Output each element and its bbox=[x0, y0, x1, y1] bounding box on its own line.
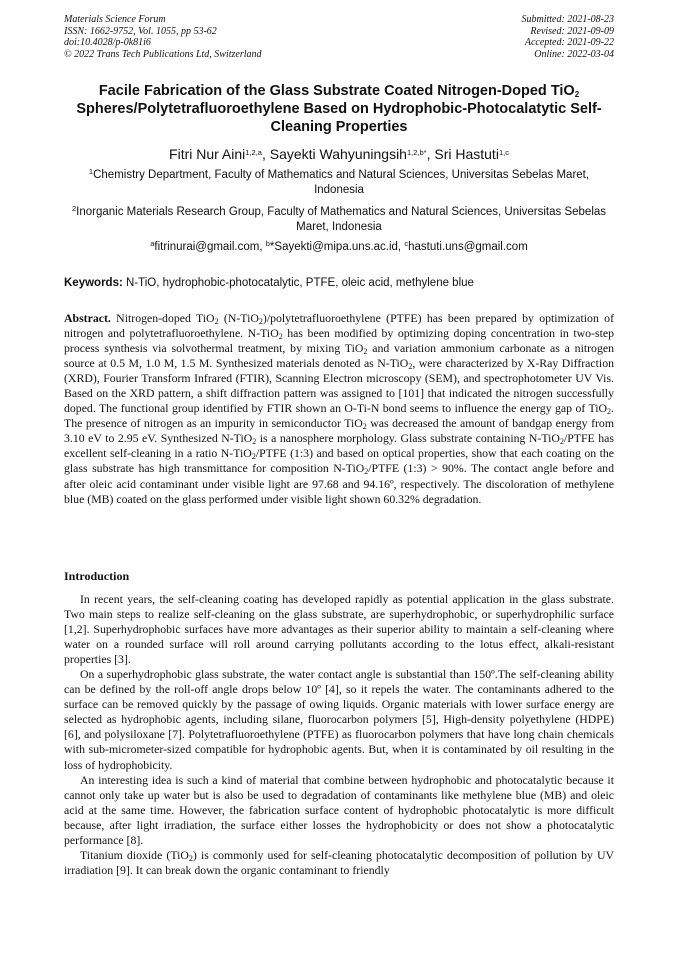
subscript: 2 bbox=[278, 332, 283, 342]
abstract-label: Abstract. bbox=[64, 311, 111, 325]
introduction-body bbox=[64, 592, 614, 878]
paragraph: On a superhydrophobic glass substrate, the water contact angle is substantial than 150º.The self-cleaning ability can be defined by the roll-off angle drops below 10º [4], so it repels the water. The contaminants adhered to the surface can be removed quickly by the passage of owing liquids. Organic materials with lower surface energy are selected as hydrophobic agents, including silane, fluorocarbon polymers [5], High-density polyethylene (HDPE) [6], and polysiloxane [7]. Polytetrafluoroethylene (PTFE) as fluorocarbon polymers that have long chain chemicals with sub-micrometer-sized compatible for hydrophobic agents. But, when it is contaminated by oil resulting in the loss of hydrophobicity. bbox=[64, 667, 614, 772]
author-affiliation-mark: 1,c bbox=[498, 148, 509, 157]
subscript: 2 bbox=[214, 317, 219, 326]
title-subscript: 2 bbox=[574, 90, 580, 99]
abstract bbox=[64, 311, 614, 507]
copyright-line: © 2022 Trans Tech Publications Ltd, Switzerland bbox=[64, 48, 262, 60]
email-mark: a bbox=[150, 239, 155, 248]
affiliation-mark: 2 bbox=[71, 204, 77, 213]
accepted-date: Accepted: 2021-09-22 bbox=[524, 37, 614, 48]
author-list bbox=[64, 145, 614, 163]
abstract-body: Nitrogen-doped TiO$_2$ (N-TiO$_2$)/polytetrafluoroethylene (PTFE) has been prepared by optimization of nitrogen and polytetrafluoroethylene. N-TiO$_2$ has been modified by optimizing doping concentration in two-step process synthesis via solvothermal treatment, by mixing TiO$_2$ and variation ammonium carbonate as a nitrogen source at 0.5 M, 1.0 M, 1.5 M. Synthesized materials denoted as N-TiO$_2$, were characterized by X-Ray Diffraction (XRD), Fourier Transform Infrared (FTIR), Scanning Electron microscopy (SEM), and spectrophotometer UV Vis. Based on the XRD pattern, a shift diffraction pattern was assigned to [101] that indicated the nitrogen successfully doped. The functional group identified by FTIR shown an O-Ti-N bond seems to influence the energy gap of TiO$_2$. The presence of nitrogen as an impurity in semiconductor TiO$_2$ was decreased the amount of bandgap energy from 3.10 eV to 2.95 eV. Synthesized N-TiO$_2$ is a nanosphere morphology. Glass substrate containing N-TiO$_2$/PTFE has excellent self-cleaning in a ratio N-TiO$_2$/PTFE (1:3) and based on optical properties, show that each coating on the glass substrate has high transmittance for composition N-TiO$_2$/PTFE (1:3) > 90%. The contact angle before and after oleic acid contaminant under visible light are 97.68 and 94.16º, respectively. The discoloration of methylene blue (MB) coated on the glass performed under visible light shown 60.32% degradation. bbox=[64, 311, 615, 506]
email-mark: b bbox=[265, 239, 270, 248]
doi-line[interactable]: doi:10.4028/p-0k81i6 bbox=[64, 37, 151, 48]
email-mark: c bbox=[404, 239, 409, 248]
journal-info bbox=[64, 14, 262, 60]
journal-name: Materials Science Forum bbox=[64, 14, 166, 25]
issn-line: ISSN: 1662-9752, Vol. 1055, pp 53-62 bbox=[64, 25, 217, 37]
author-separator: , bbox=[261, 146, 270, 162]
paragraph: In recent years, the self-cleaning coating has developed rapidly as potential application in the glass substrate. Two main steps to realize self-cleaning on the glass substrate, are superhydrophobic, or superhydrophilic surface [1,2]. Superhydrophobic surfaces have more advantages as their superior ability to maintain a self-cleaning where water on a rounded surface will roll around carrying pollutants according to the lotus effect, alkali-resistant properties [3]. bbox=[64, 592, 614, 667]
author-separator: , bbox=[426, 146, 435, 162]
subscript: 2 bbox=[188, 853, 193, 863]
paragraph: Titanium dioxide (TiO$_2$) is commonly used for self-cleaning photocatalytic decomposition of pollution by UV irradiation [9]. It can break down the organic contaminant to friendly bbox=[64, 847, 614, 877]
keywords-label: Keywords: bbox=[64, 277, 123, 289]
online-date: Online: 2022-03-04 bbox=[534, 48, 614, 60]
author-affiliation-mark: 1,2,a bbox=[245, 148, 262, 157]
title-part-2: Spheres/Polytetrafluoroethylene Based on Hydrophobic-Photocalatytic Self-Cleaning Properties bbox=[76, 101, 602, 135]
subscript: 2 bbox=[362, 422, 367, 432]
submission-dates bbox=[522, 14, 615, 60]
paragraph: An interesting idea is such a kind of material that combine between hydrophobic and photocatalytic because it cannot only take up water but is also be used to degradation of contaminants like methylene blue (MB) and oleic acid at the same time. However, the fabrication surface content of hydrophobic photocatalytic is more difficult because, after light irradiation, the surface either losses the hydrophobicity or does not show a photocatalytic performance [8]. bbox=[64, 772, 614, 847]
subscript: 2 bbox=[252, 437, 257, 447]
subscript: 2 bbox=[559, 437, 564, 447]
paper-title bbox=[64, 82, 614, 136]
author-name: Sayekti Wahyuningsih bbox=[269, 146, 407, 162]
section-heading-introduction: Introduction bbox=[64, 569, 130, 583]
keywords-text: N-TiO, hydrophobic-photocatalytic, PTFE, oleic acid, methylene blue bbox=[122, 277, 474, 289]
affiliation-mark: 1 bbox=[88, 167, 94, 176]
subscript: 2 bbox=[363, 347, 368, 357]
subscript: 2 bbox=[364, 467, 369, 477]
subscript: 2 bbox=[251, 452, 256, 462]
email-link[interactable]: fitrinurai@gmail.com, bbox=[154, 241, 266, 253]
subscript: 2 bbox=[258, 317, 263, 326]
author-affiliation-mark: 1,2,b* bbox=[406, 148, 427, 157]
subscript: 2 bbox=[408, 362, 413, 372]
revised-date: Revised: 2021-09-09 bbox=[530, 25, 614, 37]
affiliation-2 bbox=[64, 205, 614, 235]
author-name: Fitri Nur Aini bbox=[169, 146, 246, 162]
title-part-1: Facile Fabrication of the Glass Substrate Coated Nitrogen-Doped TiO bbox=[98, 83, 575, 99]
email-link[interactable]: hastuti.uns@gmail.com bbox=[408, 241, 528, 253]
affiliation-text: Inorganic Materials Research Group, Faculty of Mathematics and Natural Sciences, Universitas Sebelas Maret, Indonesia bbox=[76, 206, 607, 233]
author-emails bbox=[64, 240, 614, 255]
affiliation-1 bbox=[64, 168, 614, 198]
author-name: Sri Hastuti bbox=[434, 146, 499, 162]
subscript: 2 bbox=[607, 407, 612, 417]
affiliation-text: Chemistry Department, Faculty of Mathematics and Natural Sciences, Universitas Sebelas Maret, Indonesia bbox=[93, 169, 590, 196]
email-link[interactable]: *Sayekti@mipa.uns.ac.id, bbox=[269, 241, 405, 253]
keywords bbox=[64, 276, 614, 291]
submitted-date: Submitted: 2021-08-23 bbox=[521, 14, 614, 25]
